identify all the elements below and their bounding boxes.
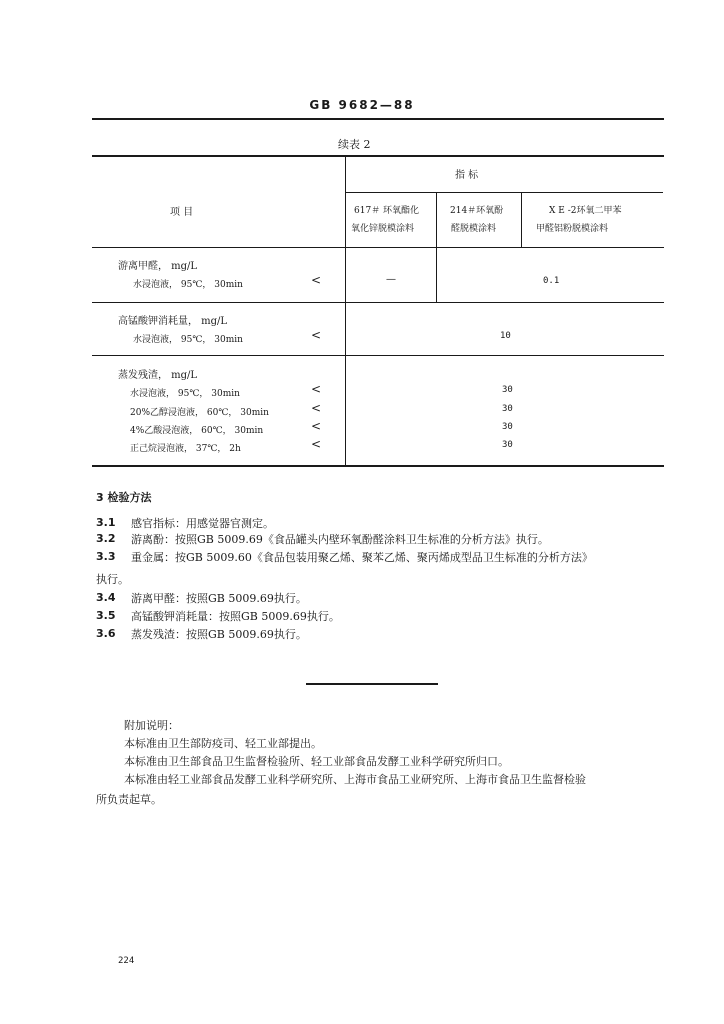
subcol-xe2-line2: 甲醛铝粉脱模涂料 [536, 224, 609, 234]
item-3-2-text: 游离酚：按照GB 5009.69《食品罐头内壁环氧酚醛涂料卫生标准的分析方法》执行。 [131, 533, 549, 546]
document-header: GB 9682—88 [309, 98, 415, 112]
subcol-214-line2: 醛脱模涂料 [451, 224, 497, 234]
g3-r1-value: 30 [502, 385, 513, 395]
notes-line-3: 本标准由轻工业部食品发酵工业科学研究所、上海市食品工业研究所、上海市食品卫生监督检验 [124, 773, 586, 786]
g2-title: 高锰酸钾消耗量， mg/L [118, 316, 228, 327]
g3-r4-value: 30 [502, 440, 513, 450]
subcol-617-line1: 617＃ 环氧酯化 [354, 206, 420, 216]
item-3-1-number: 3.1 [96, 516, 116, 529]
subcol-xe2-line1: X E -2环氧二甲苯 [549, 206, 622, 216]
item-3-5-text: 高锰酸钾消耗量：按照GB 5009.69执行。 [131, 610, 340, 623]
g1-r1-value-other: 0.1 [543, 276, 560, 286]
item-3-3-continuation: 执行。 [96, 573, 129, 586]
group1-bottom-rule [92, 302, 664, 303]
item-3-4-text: 游离甲醛：按照GB 5009.69执行。 [131, 592, 307, 605]
notes-line-2: 本标准由卫生部食品卫生监督检验所、轻工业部食品发酵工业科学研究所归口。 [124, 755, 509, 768]
g1-r1-operator: < [311, 273, 322, 287]
item-3-4-number: 3.4 [96, 591, 116, 604]
g1-title: 游离甲醛， mg/L [118, 261, 198, 272]
item-3-3-number: 3.3 [96, 550, 116, 563]
notes-title: 附加说明： [124, 719, 179, 732]
g2-r1-operator: < [311, 328, 322, 342]
item-3-5-number: 3.5 [96, 609, 116, 622]
group2-bottom-rule [92, 355, 664, 356]
g3-r3-value: 30 [502, 422, 513, 432]
g1-r1-label: 水浸泡液， 95℃， 30min [133, 280, 243, 290]
g3-r4-operator: < [311, 437, 322, 451]
g3-r4-label: 正己烷浸泡液， 37℃， 2h [130, 444, 241, 454]
subcol-214-line1: 214＃环氧酚 [450, 206, 504, 216]
subcol-617-line2: 氧化锌脱模涂料 [351, 224, 415, 234]
index-sub-rule [345, 192, 663, 193]
sub-divider-1 [436, 193, 437, 247]
g3-r2-value: 30 [502, 404, 513, 414]
g3-r1-operator: < [311, 382, 322, 396]
item-3-2-number: 3.2 [96, 532, 116, 545]
header-bottom-rule [92, 247, 664, 248]
g2-r1-value: 10 [500, 331, 511, 341]
table-bottom-rule [92, 465, 664, 467]
header-rule [92, 118, 664, 120]
g3-r1-label: 水浸泡液， 95℃， 30min [130, 389, 240, 399]
g3-r3-label: 4%乙酸浸泡液， 60℃， 30min [130, 426, 264, 436]
table-top-rule [92, 155, 664, 157]
g1-r1-value-617: — [386, 274, 396, 285]
g1-value-divider [436, 248, 437, 302]
column-item-header: 项 目 [170, 207, 194, 218]
page-number: 224 [118, 956, 135, 966]
item-3-1-text: 感官指标：用感觉器官测定。 [131, 517, 274, 530]
notes-line-4: 所负责起草。 [96, 793, 162, 806]
table-vertical-divider [345, 156, 346, 466]
g3-r2-label: 20%乙醇浸泡液， 60℃， 30min [130, 408, 269, 418]
item-3-6-text: 蒸发残渣：按照GB 5009.69执行。 [131, 628, 307, 641]
g3-title: 蒸发残渣， mg/L [118, 370, 198, 381]
table-caption: 续表 2 [338, 138, 371, 151]
g3-r2-operator: < [311, 401, 322, 415]
sub-divider-2 [521, 193, 522, 247]
end-divider [306, 683, 438, 685]
item-3-6-number: 3.6 [96, 627, 116, 640]
g3-r3-operator: < [311, 419, 322, 433]
column-index-header: 指 标 [455, 170, 479, 181]
item-3-3-text: 重金属：按GB 5009.60《食品包装用聚乙烯、聚苯乙烯、聚丙烯成型品卫生标准的分析方法》 [131, 551, 593, 564]
notes-line-1: 本标准由卫生部防疫司、轻工业部提出。 [124, 737, 322, 750]
g2-r1-label: 水浸泡液， 95℃， 30min [133, 335, 243, 345]
section-3-heading: 3 检验方法 [96, 491, 152, 504]
